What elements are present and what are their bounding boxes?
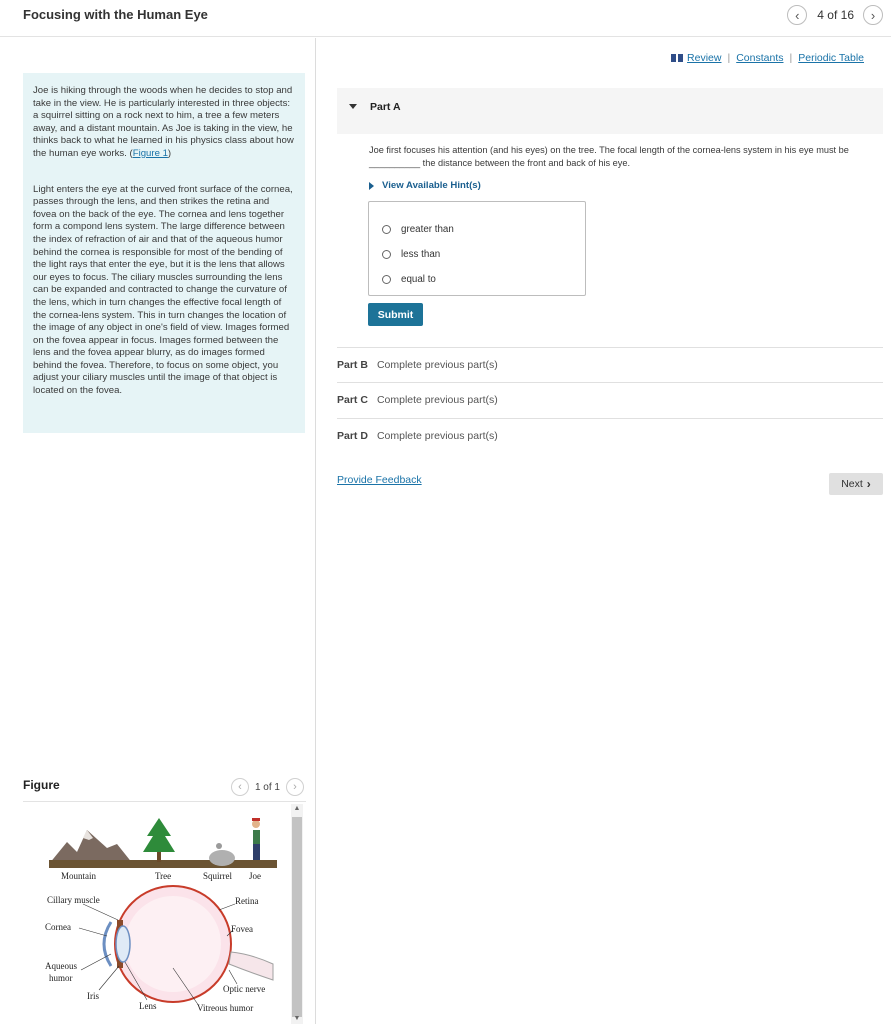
part-a-header[interactable] [337, 88, 883, 134]
label-humor: humor [49, 973, 73, 983]
page-title: Focusing with the Human Eye [23, 7, 208, 22]
periodic-table-link[interactable]: Periodic Table [798, 52, 864, 64]
label-fovea: Fovea [231, 924, 253, 934]
label-iris: Iris [87, 991, 99, 1001]
item-counter: 4 of 16 [817, 8, 854, 22]
optic-nerve-shape [229, 952, 273, 980]
label-cornea: Cornea [45, 922, 71, 932]
figure-pager [231, 778, 304, 796]
choice-less-than[interactable] [369, 242, 585, 267]
part-a-question [369, 144, 879, 169]
caret-down-icon [349, 104, 357, 109]
label-lens: Lens [139, 1001, 157, 1011]
question-blank: __________ [369, 157, 421, 168]
link-separator: | [789, 52, 793, 64]
label-mountain: Mountain [61, 871, 96, 881]
chevron-right-icon: › [866, 477, 871, 491]
cornea-leader [79, 928, 107, 936]
label-aqueous: Aqueous [45, 961, 77, 971]
part-d-status: Complete previous part(s) [376, 430, 498, 442]
part-d-row[interactable] [337, 418, 883, 453]
vitreous-shape [125, 896, 221, 992]
aqueous-leader [81, 954, 111, 970]
intro-paragraph-1 [33, 85, 295, 161]
part-c-status: Complete previous part(s) [376, 394, 498, 406]
choice-label: equal to [401, 274, 436, 285]
next-label: Next [841, 478, 863, 490]
joe-body [253, 830, 260, 844]
joe-legs [253, 844, 260, 860]
resource-links [671, 52, 864, 64]
chevron-left-icon: ‹ [795, 7, 800, 23]
scroll-down-arrow-icon[interactable]: ▼ [293, 1015, 301, 1022]
rock-shape [209, 850, 235, 866]
book-icon [671, 54, 683, 62]
mountain-shape [49, 830, 133, 864]
ground-strip [49, 860, 277, 868]
lens-shape [116, 926, 130, 962]
item-pager [787, 5, 883, 25]
tree-shape [143, 818, 175, 852]
figure-header [23, 776, 306, 802]
figure-1-link[interactable]: Figure 1 [132, 147, 168, 159]
label-vitreous-humor: Vitreous humor [197, 1003, 254, 1013]
label-squirrel: Squirrel [203, 871, 232, 881]
intro-text-1: Joe is hiking through the woods when he decides to stop and take in the view. He is particularly interested in three objects: a squirrel sitting on a rock next to him, a tree a few meters away, and a distant mountain. As Joe is taking in the view, he thinks back to what he learned in his physics class about how the human eye works. ( [33, 85, 294, 159]
squirrel-shape [216, 843, 222, 849]
figure-scrollbar[interactable] [291, 804, 303, 1024]
choice-label: less than [401, 249, 441, 260]
chevron-right-icon: › [870, 7, 876, 23]
intro-paragraph-2: Light enters the eye at the curved front surface of the cornea, passes through the lens, and then strikes the retina and fovea on the back of the eye. The cornea and lens together form a compond lens system. The large difference between the index of refraction of air and that of the aqueous humor behind the cornea is responsible for most of the bending of the light rays that enter the eye, but it is the lens that allows our eyes to focus. The ciliary muscles surrounding the lens can be expanded and contracted to change the curvature of the lens, which in turn changes the effective focal length of the cornea-lens system. This in turn changes the location of the image of any object in one's field of view. Images formed on the fovea appear in focus. Images formed between the lens and the fovea appear blurry, as do images formed behind the fovea. Therefore, to focus on some object, you adjust your ciliary muscles until the image of that object is located on the fovea. [33, 183, 293, 397]
figure-counter: 1 of 1 [254, 781, 280, 793]
provide-feedback-link[interactable]: Provide Feedback [337, 474, 422, 486]
view-hints-toggle[interactable] [369, 180, 481, 191]
intro-text-1-end: ) [167, 147, 172, 159]
iris-leader [99, 966, 119, 990]
scroll-thumb[interactable] [292, 817, 302, 1017]
part-b-label: Part B [337, 359, 368, 371]
joe-head [252, 820, 260, 828]
eye-diagram [23, 804, 291, 1024]
part-c-label: Part C [337, 394, 368, 406]
question-text-2: the distance between the front and back of his eye. [422, 157, 631, 168]
part-b-status: Complete previous part(s) [376, 359, 498, 371]
answer-choices [368, 201, 586, 296]
ciliary-leader [83, 904, 118, 920]
view-hints-label: View Available Hint(s) [382, 180, 481, 191]
cornea-shape [104, 922, 111, 966]
figure-image [23, 804, 303, 1024]
next-button[interactable] [829, 473, 883, 495]
figure-prev-button[interactable] [231, 778, 249, 796]
choice-equal-to[interactable] [369, 267, 585, 292]
part-a-title: Part A [370, 101, 401, 113]
radio-button[interactable] [382, 275, 391, 284]
joe-cap [252, 818, 260, 821]
choice-greater-than[interactable] [369, 217, 585, 242]
part-c-row[interactable] [337, 382, 883, 417]
label-tree: Tree [155, 871, 172, 881]
optic-leader [229, 970, 237, 984]
part-d-label: Part D [337, 430, 368, 442]
next-item-button[interactable] [863, 5, 883, 25]
choice-label: greater than [401, 224, 454, 235]
question-text-1: Joe first focuses his attention (and his eyes) on the tree. The focal length of the cornea-lens system in his eye must be [369, 145, 849, 155]
label-optic-nerve: Optic nerve [223, 984, 266, 994]
label-ciliary-muscle: Cillary muscle [47, 895, 100, 905]
constants-link[interactable]: Constants [736, 52, 784, 64]
submit-button[interactable]: Submit [368, 303, 423, 326]
chevron-right-icon: › [293, 781, 297, 793]
label-joe: Joe [249, 871, 261, 881]
figure-next-button[interactable] [286, 778, 304, 796]
intro-text-box [23, 73, 305, 433]
radio-button[interactable] [382, 250, 391, 259]
prev-item-button[interactable] [787, 5, 807, 25]
scroll-up-arrow-icon[interactable]: ▲ [293, 805, 301, 812]
retina-leader [219, 904, 235, 910]
label-retina: Retina [235, 896, 259, 906]
top-bar [0, 0, 891, 37]
radio-button[interactable] [382, 225, 391, 234]
figure-title: Figure [23, 778, 60, 792]
review-link[interactable]: Review [687, 52, 722, 64]
caret-right-icon [369, 182, 374, 190]
link-separator: | [727, 52, 731, 64]
part-b-row[interactable] [337, 347, 883, 382]
chevron-left-icon: ‹ [238, 781, 242, 793]
